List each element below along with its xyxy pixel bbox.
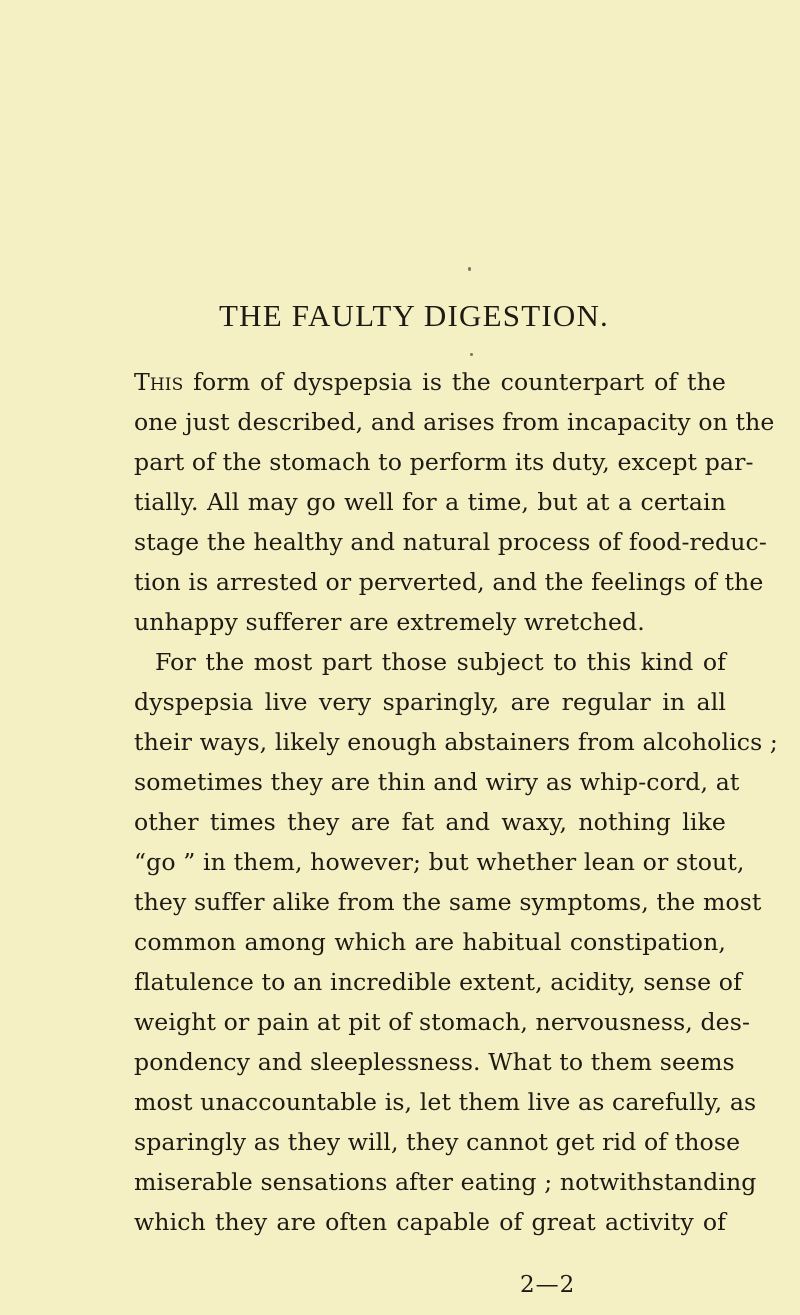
- text-line: they suffer alike from the same symptoms, the most: [134, 888, 762, 916]
- text-line: most unaccountable is, let them live as carefully, as: [134, 1088, 757, 1116]
- text-line: stage the healthy and natural process of food-reduc-: [134, 528, 767, 556]
- paper-speck: [468, 267, 471, 271]
- text-line: miserable sensations after eating ; notwithstanding: [134, 1168, 757, 1196]
- text-line: flatulence to an incredible extent, acidity, sense of: [134, 968, 742, 996]
- text-line: sparingly as they will, they cannot get rid of those: [134, 1128, 741, 1156]
- paragraph-lead-word: This: [134, 368, 184, 396]
- text-line: other times they are fat and waxy, nothing like: [134, 808, 726, 836]
- text-line: pondency and sleeplessness. What to them seems: [134, 1048, 735, 1076]
- text-line: which they are often capable of great activity of: [134, 1208, 726, 1236]
- text-line: their ways, likely enough abstainers from alcoholics ;: [134, 728, 778, 756]
- text-line: unhappy sufferer are extremely wretched.: [134, 608, 645, 636]
- text-line: common among which are habitual constipation,: [134, 928, 726, 956]
- text-line: weight or pain at pit of stomach, nervousness, des-: [134, 1008, 751, 1036]
- text-line: sometimes they are thin and wiry as whip-cord, at: [134, 768, 740, 796]
- text-line: dyspepsia live very sparingly, are regular in all: [134, 688, 726, 716]
- paper-speck: [470, 353, 473, 356]
- text-line: tially. All may go well for a time, but at a certain: [134, 488, 726, 516]
- chapter-title: THE FAULTY DIGESTION.: [219, 298, 609, 333]
- text-line: This form of dyspepsia is the counterpart of the: [134, 368, 726, 396]
- text-line: For the most part those subject to this kind of: [155, 648, 726, 676]
- text-line: part of the stomach to perform its duty, except par-: [134, 448, 754, 476]
- text-line: “go ” in them, however; but whether lean or stout,: [134, 848, 745, 876]
- text-line: one just described, and arises from incapacity on the: [134, 408, 775, 436]
- text-line: tion is arrested or perverted, and the feelings of the: [134, 568, 764, 596]
- signature-mark: 2—2: [520, 1272, 576, 1298]
